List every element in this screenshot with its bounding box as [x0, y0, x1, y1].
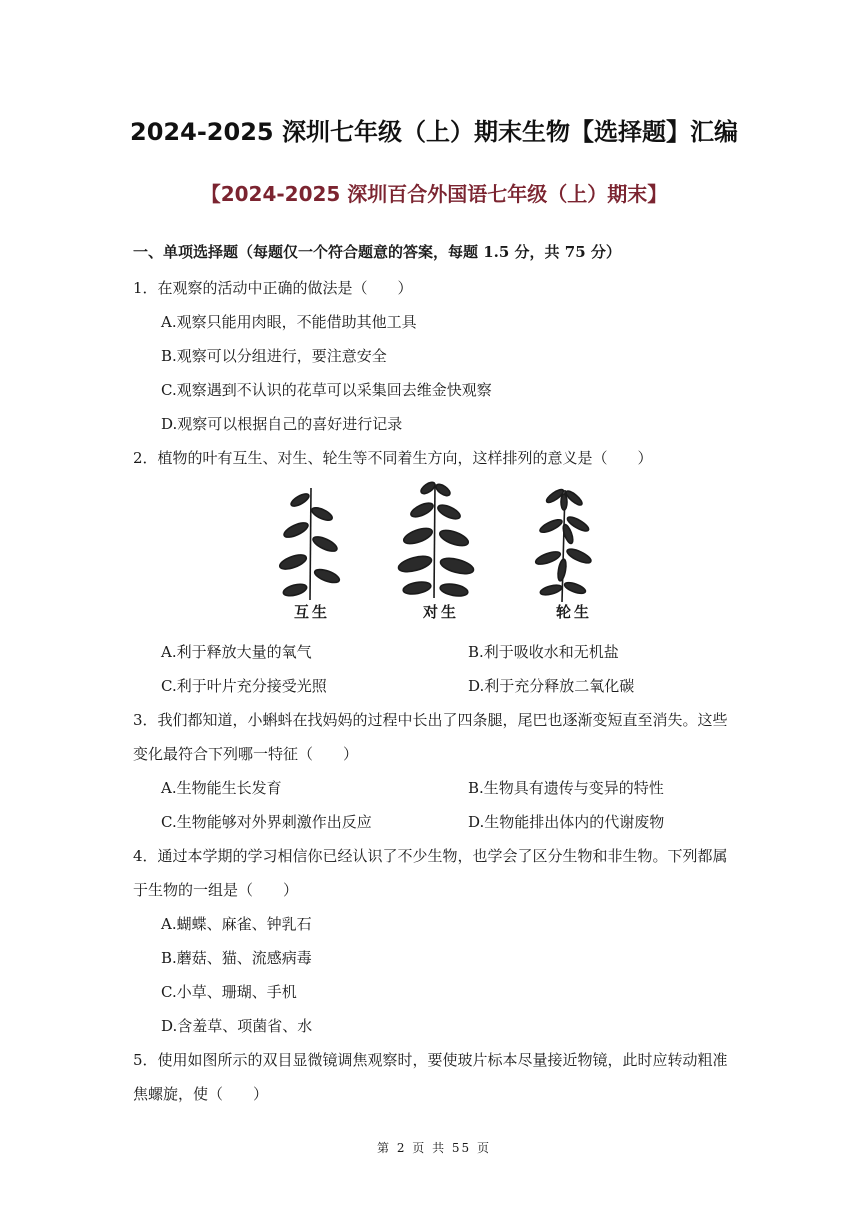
question-1-option-d: D.观察可以根据自己的喜好进行记录 [161, 415, 403, 433]
question-2-stem: 2．植物的叶有互生、对生、轮生等不同着生方向，这样排列的意义是（ ） [133, 449, 653, 467]
whorled-leaf-plant-image [534, 487, 592, 602]
question-4-option-b: B.蘑菇、猫、流感病毒 [161, 949, 312, 967]
page-number-footer: 第 2 页 共 55 页 [377, 1141, 491, 1155]
question-2-option-a: A.利于释放大量的氧气 [161, 643, 312, 661]
question-4-option-c: C.小草、珊瑚、手机 [161, 983, 297, 1001]
opposite-leaf-plant-image [397, 480, 475, 598]
section-heading: 一、单项选择题（每题仅一个符合题意的答案，每题 1.5 分，共 75 分） [133, 243, 621, 261]
figure-label-opposite: 对生 [423, 603, 460, 621]
question-4-option-d: D.含羞草、项菌省、水 [161, 1017, 313, 1035]
question-4-stem-line-2: 于生物的一组是（ ） [133, 881, 299, 899]
question-4-option-a: A.蝴蝶、麻雀、钟乳石 [161, 915, 312, 933]
question-1-option-b: B.观察可以分组进行，要注意安全 [161, 347, 387, 365]
question-3-stem-line-2: 变化最符合下列哪一特征（ ） [133, 745, 359, 763]
question-2-option-b: B.利于吸收水和无机盐 [468, 643, 619, 661]
page-title: 2024-2025 深圳七年级（上）期末生物【选择题】汇编 [130, 118, 738, 146]
alternate-leaf-plant-image [278, 488, 341, 600]
question-4-stem-line-1: 4．通过本学期的学习相信你已经认识了不少生物，也学会了区分生物和非生物。下列都属 [133, 847, 728, 865]
question-2-option-c: C.利于叶片充分接受光照 [161, 677, 327, 695]
exam-source-subtitle: 【2024-2025 深圳百合外国语七年级（上）期末】 [200, 182, 668, 206]
figure-label-whorled: 轮生 [556, 603, 593, 621]
question-3-option-b: B.生物具有遗传与变异的特性 [468, 779, 664, 797]
question-1-option-c: C.观察遇到不认识的花草可以采集回去维金快观察 [161, 381, 492, 399]
question-3-stem-line-1: 3．我们都知道，小蝌蚪在找妈妈的过程中长出了四条腿，尾巴也逐渐变短直至消失。这些 [133, 711, 728, 729]
question-2-option-d: D.利于充分释放二氧化碳 [468, 677, 635, 695]
question-1-option-a: A.观察只能用肉眼，不能借助其他工具 [161, 313, 417, 331]
question-5-stem-line-2: 焦螺旋，使（ ） [133, 1085, 269, 1103]
question-5-stem-line-1: 5．使用如图所示的双目显微镜调焦观察时，要使玻片标本尽量接近物镜，此时应转动粗准 [133, 1051, 728, 1069]
question-3-option-c: C.生物能够对外界刺激作出反应 [161, 813, 372, 831]
question-3-option-d: D.生物能排出体内的代谢废物 [468, 813, 665, 831]
question-1-stem: 1．在观察的活动中正确的做法是（ ） [133, 279, 413, 297]
question-3-option-a: A.生物能生长发育 [161, 779, 282, 797]
figure-label-alternate: 互生 [294, 603, 331, 621]
